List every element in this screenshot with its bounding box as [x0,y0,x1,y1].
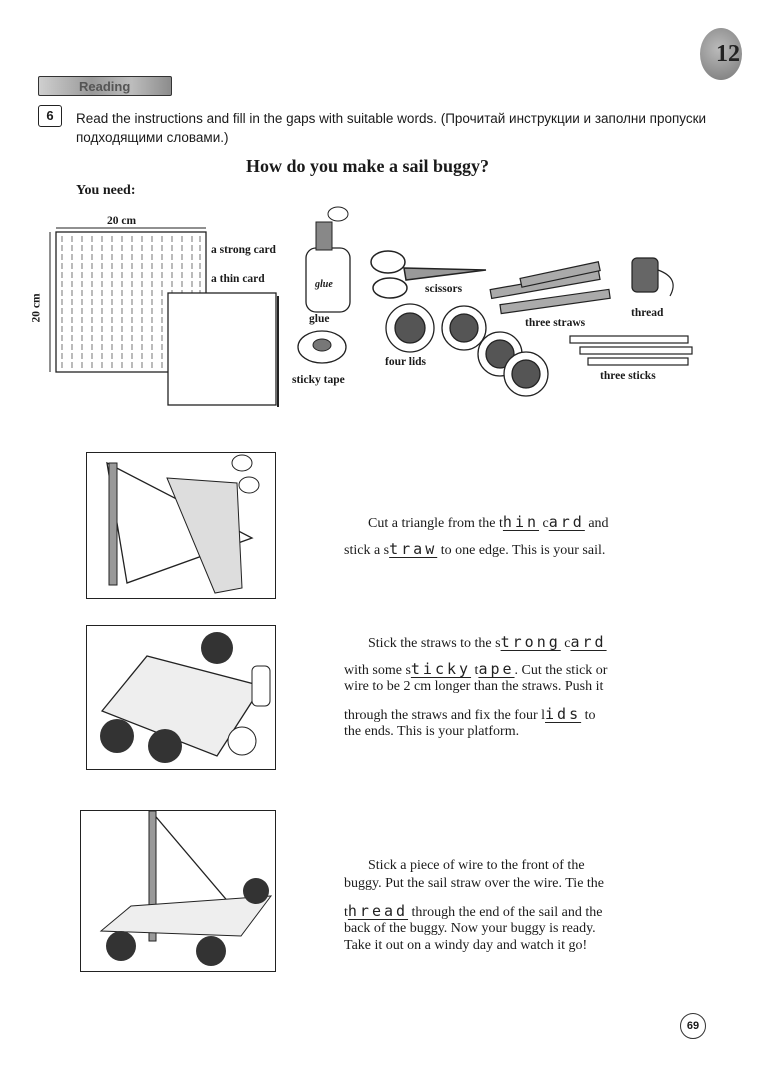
strong-card-label: a strong card [211,244,276,256]
task-instruction: Read the instructions and fill in the gaps with suitable words. (Прочитай инструкции и заполни пропуски подходящими словами.) [76,111,707,145]
filled-gap: trong [500,633,561,651]
step-text: and [584,516,609,531]
three-sticks-label: three sticks [600,370,656,382]
sticks-image [570,336,692,365]
three-straws-label: three straws [525,317,586,329]
height-label: 20 cm [30,293,43,323]
step-text: c [560,636,571,651]
task-number: 6 [38,105,62,127]
step-text: to [581,708,596,723]
step-text: stick a s [344,543,390,558]
step-text: with some s [344,663,411,678]
glue-image [306,207,350,312]
step-1-line [344,540,696,559]
step-text: Take it out on a windy day and watch it go! [344,938,588,953]
glue-label: glue [309,313,330,325]
filled-gap: ticky [410,660,472,678]
lids-image [386,304,548,396]
filled-gap: hin [502,513,540,531]
step-3-line [344,876,696,892]
step-2-line [344,679,696,695]
you-need-heading: You need: [76,183,136,198]
width-label: 20 cm [107,215,137,227]
thread-label: thread [631,307,664,319]
sticky-tape-label: sticky tape [292,374,345,386]
sticky-tape-image [298,331,346,363]
step-text: through the end of the sail and the [408,905,603,920]
step-2-line [344,724,696,740]
step-text: t [344,905,348,920]
step-text: t [471,663,479,678]
section-banner: Reading [38,76,172,96]
step-text: Stick the straws to the s [368,636,501,651]
step-2-line [344,660,696,679]
filled-gap: ids [545,705,582,723]
thread-image [632,258,673,296]
four-lids-label: four lids [385,356,427,368]
step-3-line [344,902,696,921]
filled-gap: hread [347,902,409,920]
filled-gap: ard [548,513,585,531]
scissors-label: scissors [425,283,463,295]
thin-card-image [168,293,278,407]
filled-gap: traw [389,540,438,558]
thin-card-label: a thin card [211,273,265,285]
chapter-badge: 12 [700,28,742,80]
step-3-image [80,810,276,972]
step-1-line [344,513,720,532]
page-title: How do you make a sail buggy? [245,156,490,176]
step-text: wire to be 2 cm longer than the straws. Push it [344,679,604,694]
step-text: c [539,516,549,531]
step-text: Stick a piece of wire to the front of the [368,858,585,873]
step-3-line [344,921,696,937]
filled-gap: ape [478,660,515,678]
straws-image [490,262,610,314]
step-text: through the straws and fix the four l [344,708,546,723]
step-3-line [344,858,720,874]
step-3-line [344,938,696,954]
glue-jar-text: glue [315,279,333,290]
step-text: buggy. Put the sail straw over the wire. Tie the [344,876,605,891]
step-text: back of the buggy. Now your buggy is ready. [344,921,596,936]
step-2-line [344,705,696,724]
step-2-line [344,633,720,652]
step-text: to one edge. This is your sail. [437,543,606,558]
step-text: . Cut the stick or [514,663,608,678]
step-2-image [86,625,276,770]
step-text: Cut a triangle from the t [368,516,503,531]
page-number: 69 [680,1013,706,1039]
step-text: the ends. This is your platform. [344,724,520,739]
step-1-image [86,452,276,599]
filled-gap: ard [570,633,607,651]
